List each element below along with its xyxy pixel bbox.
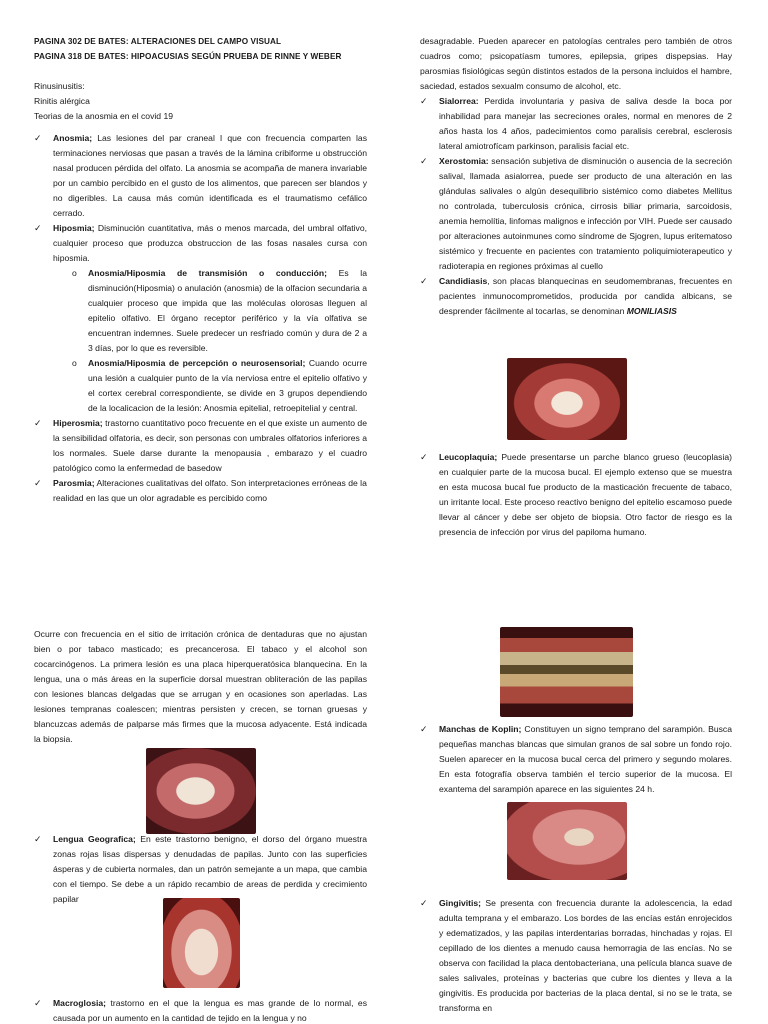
item-gingivitis	[420, 896, 732, 1016]
parosmia-continuation: desagradable. Pueden aparecer en patologías centrales pero también de otros cuadros como; psicopatíasm tumores, epilepsia, gripes dispepsias. Hay parosmias fisiológicas según distintos estados de la persona incluidos el hambre, saciedad, estados sexualm consumo de alcohol, etc.	[420, 36, 732, 91]
text-hiposmia: Disminución cuantitativa, más o menos marcada, del umbral olfativo, cualquier proceso que produzca obstruccion de las fosas nasales cursa con hiposmia.	[53, 223, 367, 263]
text-gingivitis: Se presenta con frecuencia durante la adolescencia, la edad adulta temprana y el embarazo. Los bordes de las encías están enrojecidos y edematizados, y las papilas interdentarias borradas, hinchadas y rojas. El cepillado de los dientes a menudo causa hemorragia de las encías. No se observa con facilidad la placa dentobacteriana, una película blanca suave de sales salivales, proteínas y bacterias que cubre los dientes y lleva a la gingivitis. Es producida por bacterias de la placa dental, si no se le trata, se transforma en	[439, 898, 732, 1013]
term-parosmia: Parosmia;	[53, 478, 95, 488]
text-macroglosia: trastorno en el que la lengua es mas grande de lo normal, es causada por un aumento en la cantidad de tejido en la lengua y no	[53, 998, 367, 1023]
left-column-macroglosia	[34, 996, 367, 1024]
topic-rinitis: Rinitis alérgica	[34, 96, 90, 106]
spacer	[34, 64, 367, 79]
text-candidiasis: , son placas blanquecinas en seudomembranas, frecuentes en pacientes inmunocomprometidos, producida por candida albicans, se desprender fácilmente al tocarlas, se denominan	[439, 276, 732, 316]
item-hiposmia	[34, 221, 367, 266]
item-leucoplaquia	[420, 450, 732, 540]
text-parosmia: Alteraciones cualitativas del olfato. Son interpretaciones erróneas de la realidad en las que un olor agradable es percibido como	[53, 478, 367, 503]
item-xerostomia	[420, 154, 732, 274]
text-sialorrea: Perdida involuntaria y pasiva de saliva desde la boca por inhabilidad para manejar las secreciones orales, normal en menores de 2 años hasta los 4 años, padecimientos como paralisis cerebral, esclerosis lateral amiotrofícam parkinson, paralisis facial etc.	[439, 96, 732, 151]
item-hiperosmia	[34, 416, 367, 476]
right-column-top	[420, 34, 732, 319]
item-anosmia	[34, 131, 367, 221]
leucoplaquia-paragraph: Ocurre con frecuencia en el sitio de irritación crónica de dentaduras que no ajustan bien o por tabaco masticado; es precancerosa. El tabaco y el alcohol son cocarcinógenos. La primera lesión es una placa hiperqueratósica blanquecina. En la lengua, una o más áreas en la superficie dorsal muestran obliteración de las papilas con lesiones blancas delgadas que se arrugan y en ocasiones son aperladas. Las lesiones tempranas coalescen; mientras persisten y crecen, se tornan gruesas y blancuzcas además de palparse más firmes que la mucosa adyacente. Está indicada la biopsia.	[34, 629, 367, 744]
term-leucoplaquia: Leucoplaquia;	[439, 452, 498, 462]
text-manchas-koplin: Constituyen un signo temprano del sarampión. Busca pequeñas manchas blancas que simulan granos de sal sobre un fondo rojo. Suelen aparecer en la mucosa bucal cerca del primero y segundo molares. En esta fotografía observa también el tercio superior de la mucosa. El exantema del sarampión aparece en las siguientes 24 h.	[439, 724, 732, 794]
leucoplaquia-photo	[146, 748, 256, 834]
term-hiposmia: Hiposmia;	[53, 223, 95, 233]
text-hiperosmia: trastorno cuantitativo poco frecuente en el que existe un aumento de la sensibilidad olfatoria, es decir, son personas con umbrales olfatorios inferiores a los normales. Suele darse durante la menopausia , embarazo y el cuadro patológico como la enfermedad de basedow	[53, 418, 367, 473]
term-sialorrea: Sialorrea:	[439, 96, 479, 106]
item-candidiasis	[420, 274, 732, 319]
term-lengua-geografica: Lengua Geografica;	[53, 834, 136, 844]
candidiasis-photo	[507, 358, 627, 440]
term-xerostomia: Xerostomia:	[439, 156, 489, 166]
right-column-bottom	[420, 722, 732, 797]
gingival-photo	[500, 627, 633, 717]
right-column-leucoplaquia	[420, 450, 732, 540]
left-column-top	[34, 34, 367, 506]
lengua-geografica-photo	[163, 898, 240, 988]
topic-rinusinusitis: Rinusinusitis:	[34, 81, 85, 91]
text-percepcion: Cuando ocurre una lesión a cualquier punto de la vía nerviosa entre el epitelio olfativo y el cortex cerebral correspondiente, se divide en 3 grupos dependiendo de la localicacion de la lesión: Anosmia epitelial, retroepitelial y central.	[88, 358, 367, 413]
term-manchas-koplin: Manchas de Koplin;	[439, 724, 522, 734]
term-moniliasis: MONILIASIS	[626, 306, 677, 316]
text-anosmia: Las lesiones del par craneal I que con frecuencia comparten las terminaciones nerviosas que pasan a través de la lámina cribiforme u obstrucción nasal producen pérdida del olfato. La anosmia se acompaña de manera invariable por un cambio percibido en el gusto de los alimentos, que parecen ser blandos y no digeribles. La causa más común identificada es el traumatismo cefálico cerrado.	[53, 133, 367, 218]
subitem-percepcion	[34, 356, 367, 416]
term-transmision: Anosmia/Hiposmia de transmisión o conducción;	[88, 268, 327, 278]
header-line-2: PAGINA 318 DE BATES: HIPOACUSIAS SEGÚN PRUEBA DE RINNE Y WEBER	[34, 52, 342, 61]
term-percepcion: Anosmia/Hiposmia de percepción o neurosensorial;	[88, 358, 306, 368]
text-transmision: Es la disminución(Hiposmia) o anulación (anosmia) de la olfacion secundaria a cualquier proceso que impida que las moléculas olorosas lleguen al epitelio olfativo. El órgano receptor periférico y la vía olfativa se encuentran indemnes. Suele predecer un resfriado común y dura de 2 a 3 días, por lo que es reversible.	[88, 268, 367, 353]
term-hiperosmia: Hiperosmia;	[53, 418, 103, 428]
topic-anosmia-covid: Teorias de la anosmia en el covid 19	[34, 111, 174, 121]
left-column-bottom	[34, 627, 367, 747]
item-manchas-koplin	[420, 722, 732, 797]
left-column-lengua	[34, 832, 367, 907]
item-macroglosia	[34, 996, 367, 1024]
text-xerostomia: sensación subjetiva de disminución o ausencia de la secreción salival, llamada asialorrea, puede ser producto de una alteración en las glándulas salivales o algún desequilibrio sistémico como diabetes Mellitus no controlada, tuberculosis crónica, cirrosis biliar primaria, sarcoidosis, anemia hemolítia, linfomas malignos e infección por VIH. Puede ser causado por alteraciones autoinmunes como síndrome de Sjogren, lupus eritematoso sistémico y frecuente en pacientes con tratamiento poliquimioterapeutico y radioterapia en regiones próximas al cuello	[439, 156, 732, 271]
term-gingivitis: Gingivitis;	[439, 898, 482, 908]
term-macroglosia: Macroglosia;	[53, 998, 107, 1008]
header-line-1: PAGINA 302 DE BATES: ALTERACIONES DEL CAMPO VISUAL	[34, 37, 282, 46]
koplin-photo	[507, 802, 627, 880]
right-column-gingivitis	[420, 896, 732, 1016]
text-lengua-geografica: En este trastorno benigno, el dorso del órgano muestra zonas rojas lisas dispersas y denudadas de papilas. Junto con las superficies ásperas y de cubierta normales, dan un patrón semejante a un mapa, que cambia con el tiempo. Se debe a un rápido recambio de areas de perdida y crecimiento papilar	[53, 834, 368, 904]
spacer	[34, 124, 367, 131]
item-sialorrea	[420, 94, 732, 154]
item-parosmia	[34, 476, 367, 506]
subitem-transmision	[34, 266, 367, 356]
text-leucoplaquia: Puede presentarse un parche blanco grueso (leucoplasia) en cualquier parte de la mucosa bucal. El ejemplo extenso que se muestra en esta mucosa bucal fue producto de la masticación frecuente de tabaco, un irritante local. Este proceso reactivo benigno del epitelio escamoso puede llevar al cáncer y debe ser objeto de biopsia. Otro factor de riesgo es la presencia de infección por virus del papiloma humano.	[439, 452, 732, 537]
term-candidiasis: Candidiasis	[439, 276, 488, 286]
item-lengua-geografica	[34, 832, 367, 907]
term-anosmia: Anosmia;	[53, 133, 93, 143]
